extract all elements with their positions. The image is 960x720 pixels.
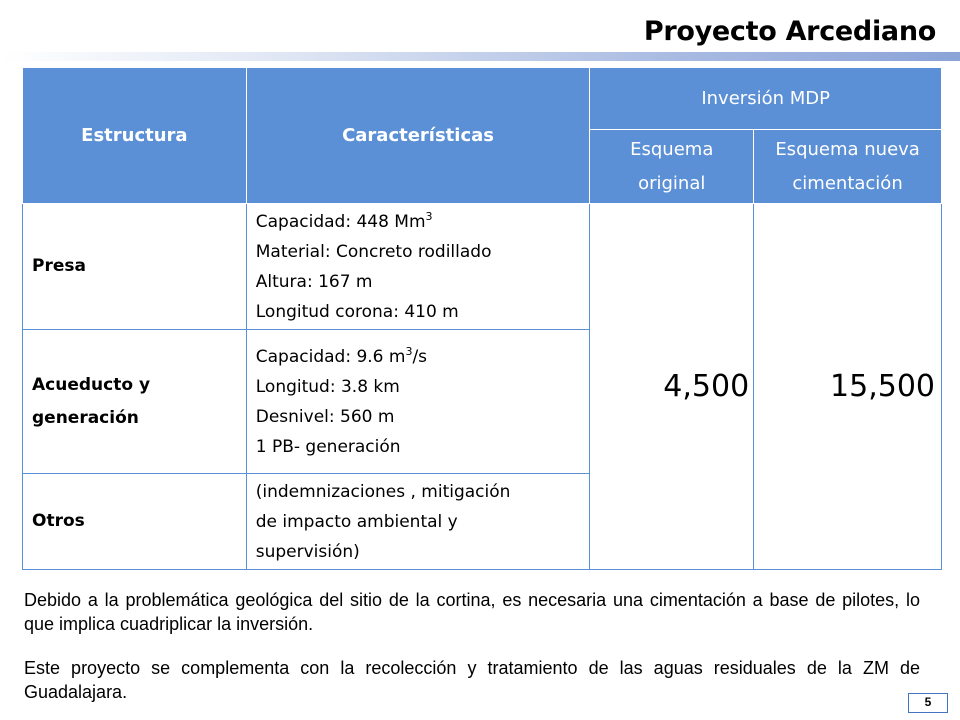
row-caracteristicas: Capacidad: 9.6 $m^3/s$ Longitud: 3.8 km Desnivel: 560 m 1 PB- generación <box>246 330 590 474</box>
investment-table <box>22 67 942 570</box>
paragraph-cimentacion: Debido a la problemática geológica del sitio de la cortina, es necesaria una cimentación a base de pilotes, lo que implica cuadriplicar la inversión. <box>24 590 920 634</box>
row-estructura: Otros <box>23 474 247 570</box>
inversion-original-value: 4,500 <box>590 204 754 570</box>
table-row <box>23 204 942 330</box>
row-estructura: Acueducto y generación <box>23 330 247 474</box>
header-esquema-nueva: Esquema nueva cimentación <box>754 130 942 204</box>
page-number: 5 <box>908 693 948 713</box>
title-underline-bar <box>0 52 960 61</box>
row-estructura: Presa <box>23 204 247 330</box>
header-esquema-original: Esquema original <box>590 130 754 204</box>
header-estructura: Estructura <box>23 68 247 204</box>
paragraph-complemento: Este proyecto se complementa con la recolección y tratamiento de las aguas residuales de la ZM de Guadalajara. <box>24 658 920 702</box>
row-caracteristicas: Capacidad: 448 Mm$^3$ Material: Concreto rodillado Altura: 167 m Longitud corona: 410 m <box>246 204 590 330</box>
header-inversion: Inversión MDP <box>590 68 942 130</box>
row-caracteristicas: (indemnizaciones , mitigación de impacto ambiental y supervisión) <box>246 474 590 570</box>
inversion-nueva-value: 15,500 <box>754 204 942 570</box>
header-caracteristicas: Características <box>246 68 590 204</box>
slide-title: Proyecto Arcediano <box>643 16 936 47</box>
